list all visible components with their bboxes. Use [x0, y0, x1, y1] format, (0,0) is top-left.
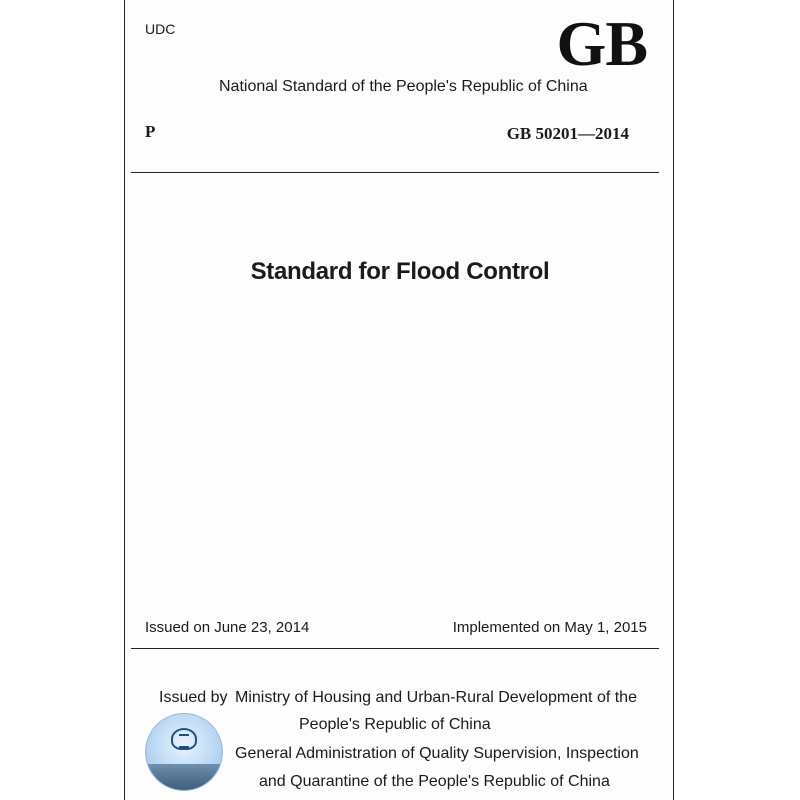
- category-code: P: [145, 122, 156, 141]
- document-cover: [124, 0, 674, 800]
- anti-counterfeit-seal-icon: [145, 713, 223, 791]
- seal-band: [146, 764, 222, 790]
- standard-number: GB 50201—2014: [506, 124, 629, 143]
- top-divider: [131, 172, 659, 173]
- issued-date: Issued on June 23, 2014: [145, 619, 310, 636]
- issuer-1-line-2: People's Republic of China: [299, 716, 491, 733]
- national-standard-label: National Standard of the People's Republic of China: [219, 78, 588, 95]
- implemented-date: Implemented on May 1, 2015: [452, 619, 647, 636]
- issuer-2-line-2: and Quarantine of the People's Republic of China: [259, 773, 610, 790]
- seal-emblem-icon: [171, 728, 197, 750]
- issuer-1-line-1: Ministry of Housing and Urban-Rural Development of the: [235, 689, 637, 706]
- document-title: Standard for Flood Control: [250, 258, 550, 285]
- bottom-divider: [131, 648, 659, 649]
- udc-label: UDC: [145, 21, 176, 37]
- issued-by-label: Issued by: [159, 689, 228, 706]
- gb-mark: GB: [556, 8, 647, 79]
- issuer-2-line-1: General Administration of Quality Supervision, Inspection: [235, 745, 639, 762]
